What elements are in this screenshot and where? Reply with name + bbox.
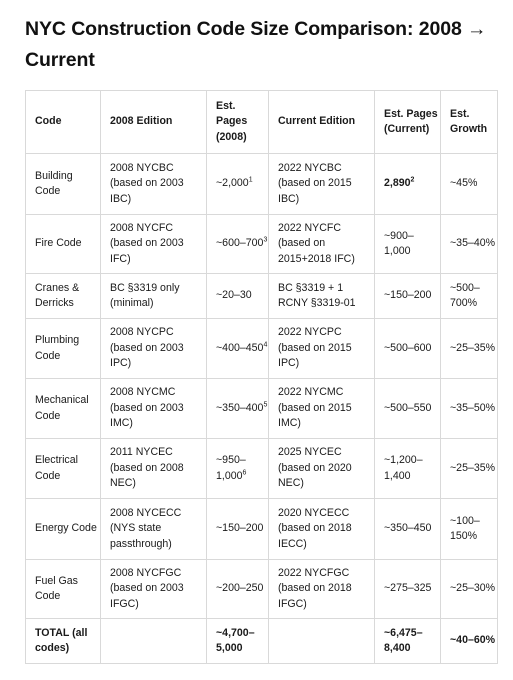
page-title: NYC Construction Code Size Comparison: 2008 → Current [25,18,487,71]
header-est-pages-2008: Est. Pages (2008) [207,91,269,154]
cell-growth: ~45% [441,154,498,215]
cell-growth: ~500–700% [441,274,498,319]
cell-code: Electrical Code [26,439,101,499]
total-current-edition [269,619,375,664]
footnote-marker: 4 [263,341,268,349]
table-header-row [26,91,498,154]
header-2008-edition: 2008 Edition [101,91,207,154]
cell-pages-2008: ~950–1,000$^6$ [207,439,269,499]
cell-pages-2008: ~20–30 [207,274,269,319]
footnote-marker: 2 [410,176,415,184]
cell-pages-current: ~500–600 [375,319,441,379]
footnote-marker: 3 [263,236,268,244]
cell-current-edition: 2022 NYCFGC (based on 2018 IFGC) [269,560,375,619]
cell-current-edition: 2020 NYCECC (based on 2018 IECC) [269,499,375,560]
total-pages-2008: ~4,700–5,000 [207,619,269,664]
table-row [26,439,498,499]
table-row [26,560,498,619]
table-row [26,379,498,439]
cell-code: Fire Code [26,215,101,274]
footnote-marker: 6 [242,468,247,476]
cell-code: Energy Code [26,499,101,560]
cell-pages-2008: ~2,000$^1$ [207,154,269,215]
cell-current-edition: BC §3319 + 1 RCNY §3319-01 [269,274,375,319]
footnote-marker: 1 [248,176,253,184]
cell-growth: ~35–50% [441,379,498,439]
cell-2008-edition: 2008 NYCECC (NYS state passthrough) [101,499,207,560]
header-code: Code [26,91,101,154]
header-current-edition: Current Edition [269,91,375,154]
cell-2008-edition: 2008 NYCFC (based on 2003 IFC) [101,215,207,274]
total-pages-current: ~6,475–8,400 [375,619,441,664]
cell-pages-2008: $\sim 350-400^5$ [207,379,269,439]
table-row [26,154,498,215]
cell-current-edition: 2022 NYCPC (based on 2015 IPC) [269,319,375,379]
cell-code: Cranes & Derricks [26,274,101,319]
code-comparison-table [25,90,498,664]
cell-2008-edition: 2011 NYCEC (based on 2008 NEC) [101,439,207,499]
header-est-pages-current: Est. Pages (Current) [375,91,441,154]
cell-pages-2008: ~150–200 [207,499,269,560]
cell-pages-2008: $\sim 400-450^4$ [207,319,269,379]
cell-pages-2008: ~200–250 [207,560,269,619]
cell-pages-2008: $\sim 600-700^3$ [207,215,269,274]
table-row [26,499,498,560]
cell-pages-current: ~350–450 [375,499,441,560]
cell-pages-current: ~150–200 [375,274,441,319]
cell-pages-current: ~275–325 [375,560,441,619]
cell-code: Fuel Gas Code [26,560,101,619]
cell-2008-edition: 2008 NYCPC (based on 2003 IPC) [101,319,207,379]
cell-pages-current: ~900–1,000 [375,215,441,274]
table-row [26,274,498,319]
table-row [26,215,498,274]
header-est-growth: Est. Growth [441,91,498,154]
cell-growth: ~25–35% [441,319,498,379]
cell-growth: ~25–35% [441,439,498,499]
cell-2008-edition: 2008 NYCBC (based on 2003 IBC) [101,154,207,215]
total-2008-edition [101,619,207,664]
cell-pages-current: 2,890$^2$ [375,154,441,215]
cell-2008-edition: BC §3319 only (minimal) [101,274,207,319]
cell-current-edition: 2022 NYCBC (based on 2015 IBC) [269,154,375,215]
footnote-marker: 5 [263,401,268,409]
cell-code: Mechanical Code [26,379,101,439]
cell-2008-edition: 2008 NYCMC (based on 2003 IMC) [101,379,207,439]
cell-code: Plumbing Code [26,319,101,379]
total-label: TOTAL (all codes) [26,619,101,664]
cell-current-edition: 2025 NYCEC (based on 2020 NEC) [269,439,375,499]
cell-current-edition: 2022 NYCMC (based on 2015 IMC) [269,379,375,439]
cell-growth: ~100–150% [441,499,498,560]
cell-pages-current: ~1,200–1,400 [375,439,441,499]
cell-growth: ~25–30% [441,560,498,619]
cell-2008-edition: 2008 NYCFGC (based on 2003 IFGC) [101,560,207,619]
total-growth: ~40–60% [441,619,498,664]
table-row [26,319,498,379]
cell-code: Building Code [26,154,101,215]
cell-growth: ~35–40% [441,215,498,274]
cell-pages-current: ~500–550 [375,379,441,439]
table-total-row [26,619,498,664]
cell-current-edition: 2022 NYCFC (based on 2015+2018 IFC) [269,215,375,274]
